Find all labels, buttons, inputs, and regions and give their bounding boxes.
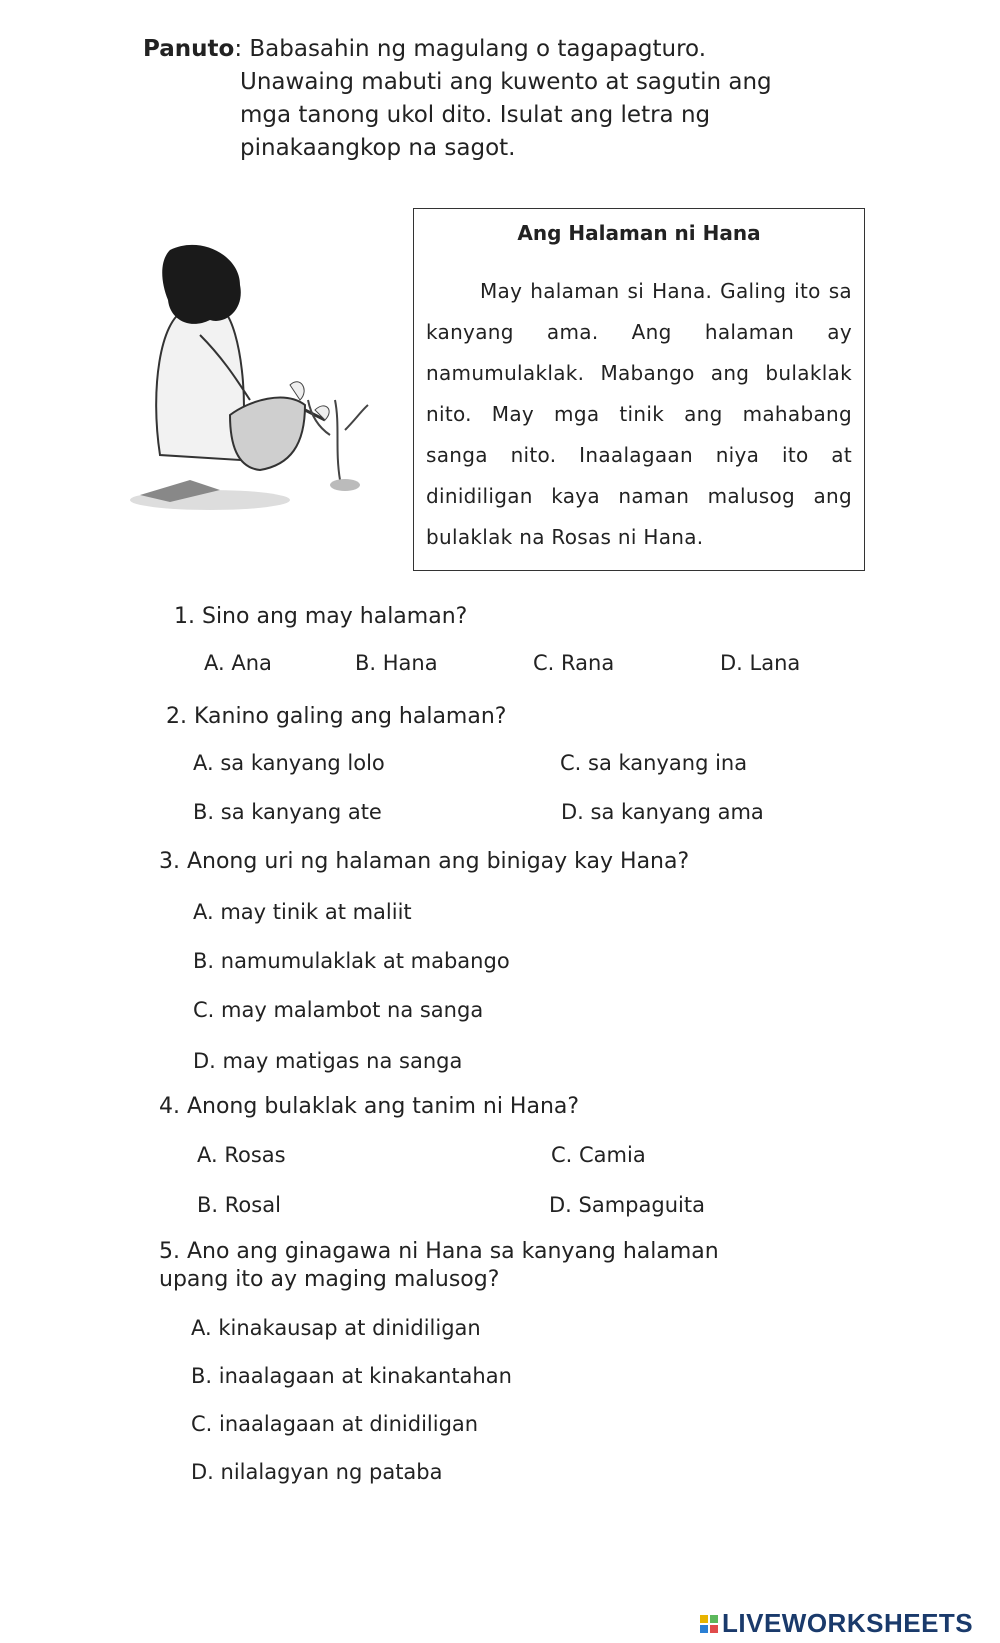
instructions-label: Panuto — [143, 36, 235, 62]
instructions-line-2: Unawaing mabuti ang kuwento at sagutin ang — [240, 69, 772, 95]
question-4: 4. Anong bulaklak ang tanim ni Hana? — [159, 1094, 580, 1119]
q4-option-a[interactable]: A. Rosas — [197, 1143, 286, 1167]
instructions-line-1: : Babasahin ng magulang o tagapagturo. — [234, 36, 707, 62]
question-3: 3. Anong uri ng halaman ang binigay kay Hana? — [159, 849, 690, 874]
liveworksheets-logo-icon — [700, 1615, 718, 1633]
q2-option-d[interactable]: D. sa kanyang ama — [561, 800, 764, 824]
story-body: May halaman si Hana. Galing ito sa kanyang ama. Ang halaman ay namumulaklak. Mabango ang bulaklak nito. May mga tinik ang mahabang sanga nito. Inaalagaan niya ito at dinidiligan kaya naman malusog ang bulaklak na Rosas ni Hana. — [426, 279, 852, 549]
q2-option-c[interactable]: C. sa kanyang ina — [560, 751, 748, 775]
q4-option-d[interactable]: D. Sampaguita — [549, 1193, 705, 1217]
liveworksheets-logo — [700, 1608, 973, 1639]
instructions — [143, 33, 772, 165]
q1-option-b[interactable]: B. Hana — [355, 651, 438, 675]
q3-option-a[interactable]: A. may tinik at maliit — [193, 900, 412, 924]
girl-watering-plant-illustration — [130, 240, 380, 540]
q5-option-c[interactable]: C. inaalagaan at dinidiligan — [191, 1412, 479, 1436]
question-5-line-2: upang ito ay maging malusog? — [159, 1267, 500, 1292]
instructions-line-3: mga tanong ukol dito. Isulat ang letra ng — [240, 102, 711, 128]
q5-option-d[interactable]: D. nilalagyan ng pataba — [191, 1460, 443, 1484]
liveworksheets-brand: LIVEWORKSHEETS — [722, 1608, 974, 1638]
story-title: Ang Halaman ni Hana — [517, 221, 761, 245]
q1-option-d[interactable]: D. Lana — [720, 651, 801, 675]
q2-option-b[interactable]: B. sa kanyang ate — [193, 800, 382, 824]
q4-option-c[interactable]: C. Camia — [551, 1143, 646, 1167]
question-2: 2. Kanino galing ang halaman? — [166, 704, 507, 729]
q3-option-c[interactable]: C. may malambot na sanga — [193, 998, 484, 1022]
q4-option-b[interactable]: B. Rosal — [197, 1193, 281, 1217]
q3-option-d[interactable]: D. may matigas na sanga — [193, 1049, 463, 1073]
q3-option-b[interactable]: B. namumulaklak at mabango — [193, 949, 510, 973]
q5-option-b[interactable]: B. inaalagaan at kinakantahan — [191, 1364, 512, 1388]
q5-option-a[interactable]: A. kinakausap at dinidiligan — [191, 1316, 481, 1340]
question-5-line-1: 5. Ano ang ginagawa ni Hana sa kanyang halaman — [159, 1239, 719, 1264]
story-box — [413, 208, 865, 571]
q1-option-c[interactable]: C. Rana — [533, 651, 615, 675]
instructions-line-4: pinakaangkop na sagot. — [240, 135, 516, 161]
q2-option-a[interactable]: A. sa kanyang lolo — [193, 751, 385, 775]
question-1: 1. Sino ang may halaman? — [174, 604, 468, 629]
q1-option-a[interactable]: A. Ana — [204, 651, 272, 675]
